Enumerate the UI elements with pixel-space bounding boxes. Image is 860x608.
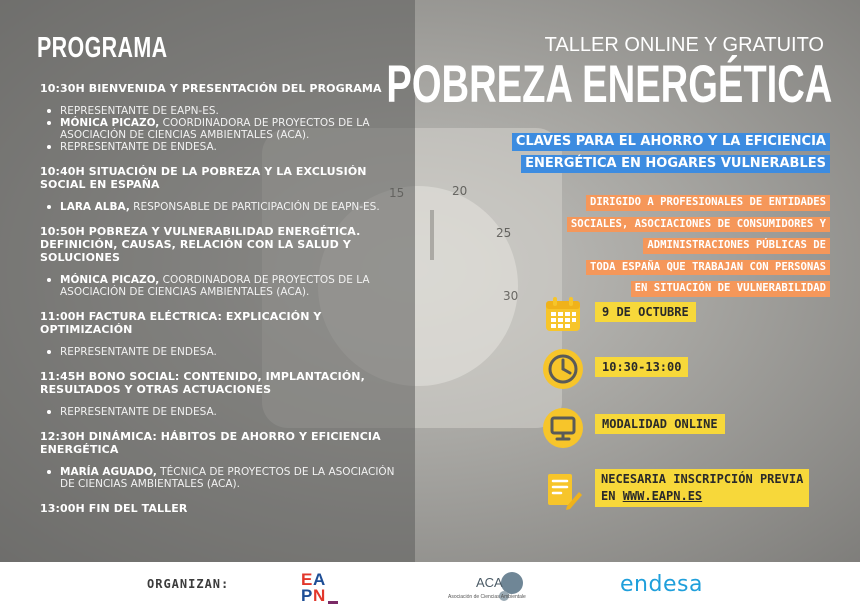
svg-text:E: E	[301, 570, 313, 589]
speaker-role: REPRESENTANTE DE ENDESA.	[60, 406, 217, 418]
speaker-list	[40, 201, 400, 213]
agenda-heading: 11:45H BONO SOCIAL: CONTENIDO, IMPLANTACIÓN, RESULTADOS Y OTRAS ACTUACIONES	[40, 370, 365, 396]
agenda-item	[40, 430, 400, 490]
audience-line: DIRIGIDO A PROFESIONALES DE ENTIDADES	[586, 195, 830, 211]
speaker-name: MARÍA AGUADO,	[60, 466, 157, 478]
organizers-label: ORGANIZAN:	[147, 577, 230, 591]
form-edit-icon	[543, 470, 583, 510]
speaker-item	[40, 141, 400, 153]
svg-text:ACA: ACA	[476, 575, 503, 590]
speaker-role: COORDINADORA DE PROYECTOS DE LA ASOCIACIÓN DE CIENCIAS AMBIENTALES (ACA).	[60, 274, 370, 298]
calendar-icon	[543, 294, 583, 334]
audience-line: TODA ESPAÑA QUE TRABAJAN CON PERSONAS	[586, 260, 830, 276]
svg-text:N: N	[313, 586, 326, 605]
speaker-item	[40, 201, 400, 213]
agenda-item	[40, 370, 400, 418]
eapn-logo	[296, 566, 342, 606]
claves-line: ENERGÉTICA EN HOGARES VULNERABLES	[521, 155, 830, 173]
agenda-heading: 13:00H FIN DEL TALLER	[40, 502, 188, 515]
audience-line: ADMINISTRACIONES PÚBLICAS DE	[643, 238, 830, 254]
speaker-item	[40, 406, 400, 418]
claves-highlight	[512, 130, 830, 174]
agenda-heading: 10:50H POBREZA Y VULNERABILIDAD ENERGÉTICA. DEFINICIÓN, CAUSAS, RELACIÓN CON LA SALUD Y SOLUCIONES	[40, 225, 361, 264]
speaker-list	[40, 105, 400, 153]
svg-text:A: A	[313, 570, 326, 589]
speaker-name: LARA ALBA,	[60, 201, 130, 213]
speaker-item	[40, 274, 400, 298]
agenda-item	[40, 82, 400, 153]
speaker-name: MÓNICA PICAZO,	[60, 274, 160, 286]
agenda-heading: 10:40H SITUACIÓN DE LA POBREZA Y LA EXCLUSIÓN SOCIAL EN ESPAÑA	[40, 165, 367, 191]
speaker-list	[40, 274, 400, 298]
audience-highlight	[567, 190, 830, 298]
speaker-item	[40, 117, 400, 141]
registration-label[interactable]	[595, 469, 809, 507]
speaker-role: TÉCNICA DE PROYECTOS DE LA ASOCIACIÓN DE CIENCIAS AMBIENTALES (ACA).	[60, 466, 395, 490]
monitor-icon	[543, 408, 583, 448]
mode-label: MODALIDAD ONLINE	[595, 414, 725, 434]
thermostat-number: 20	[452, 184, 468, 198]
speaker-role: REPRESENTANTE DE ENDESA.	[60, 141, 217, 153]
time-label: 10:30-13:00	[595, 357, 688, 377]
endesa-logo: endesa	[620, 572, 703, 597]
registration-line: NECESARIA INSCRIPCIÓN PREVIA	[601, 472, 804, 486]
speaker-list	[40, 466, 400, 490]
agenda-item	[40, 225, 400, 298]
registration-link[interactable]: WWW.EAPN.ES	[622, 489, 703, 503]
workshop-subtitle: TALLER ONLINE Y GRATUITO	[544, 34, 824, 56]
workshop-title: POBREZA ENERGÉTICA	[386, 55, 832, 114]
thermostat-number: 30	[503, 289, 519, 303]
speaker-item	[40, 466, 400, 490]
thermostat-number: 25	[496, 226, 512, 240]
agenda-item	[40, 310, 400, 358]
agenda-item	[40, 165, 400, 213]
clock-icon	[543, 349, 583, 389]
registration-prefix: EN	[601, 489, 623, 503]
speaker-role: RESPONSABLE DE PARTICIPACIÓN DE EAPN-ES.	[129, 201, 380, 213]
audience-line: SOCIALES, ASOCIACIONES DE CONSUMIDORES Y	[567, 217, 830, 233]
thermostat-marker	[430, 210, 434, 260]
svg-text:P: P	[301, 586, 313, 605]
speaker-role: REPRESENTANTE DE ENDESA.	[60, 346, 217, 358]
speaker-list	[40, 346, 400, 358]
claves-line: CLAVES PARA EL AHORRO Y LA EFICIENCIA	[512, 133, 830, 151]
agenda-list	[40, 82, 400, 527]
speaker-name: MÓNICA PICAZO,	[60, 117, 160, 129]
speaker-item	[40, 105, 400, 117]
audience-line: EN SITUACIÓN DE VULNERABILIDAD	[631, 281, 830, 297]
svg-text:Asociación de Ciencias Ambient: Asociación de Ciencias Ambientales	[448, 594, 526, 600]
speaker-role: REPRESENTANTE DE EAPN-ES.	[60, 105, 219, 117]
aca-logo	[446, 568, 526, 604]
agenda-item	[40, 502, 400, 515]
footer	[0, 562, 860, 608]
date-label: 9 DE OCTUBRE	[595, 302, 696, 322]
speaker-item	[40, 346, 400, 358]
agenda-heading: 11:00H FACTURA ELÉCTRICA: EXPLICACIÓN Y OPTIMIZACIÓN	[40, 310, 322, 336]
speaker-list	[40, 406, 400, 418]
program-title: PROGRAMA	[37, 32, 168, 64]
agenda-heading: 10:30H BIENVENIDA Y PRESENTACIÓN DEL PROGRAMA	[40, 82, 382, 95]
agenda-heading: 12:30H DINÁMICA: HÁBITOS DE AHORRO Y EFICIENCIA ENERGÉTICA	[40, 430, 381, 456]
speaker-role: COORDINADORA DE PROYECTOS DE LA ASOCIACIÓN DE CIENCIAS AMBIENTALES (ACA).	[60, 117, 370, 141]
